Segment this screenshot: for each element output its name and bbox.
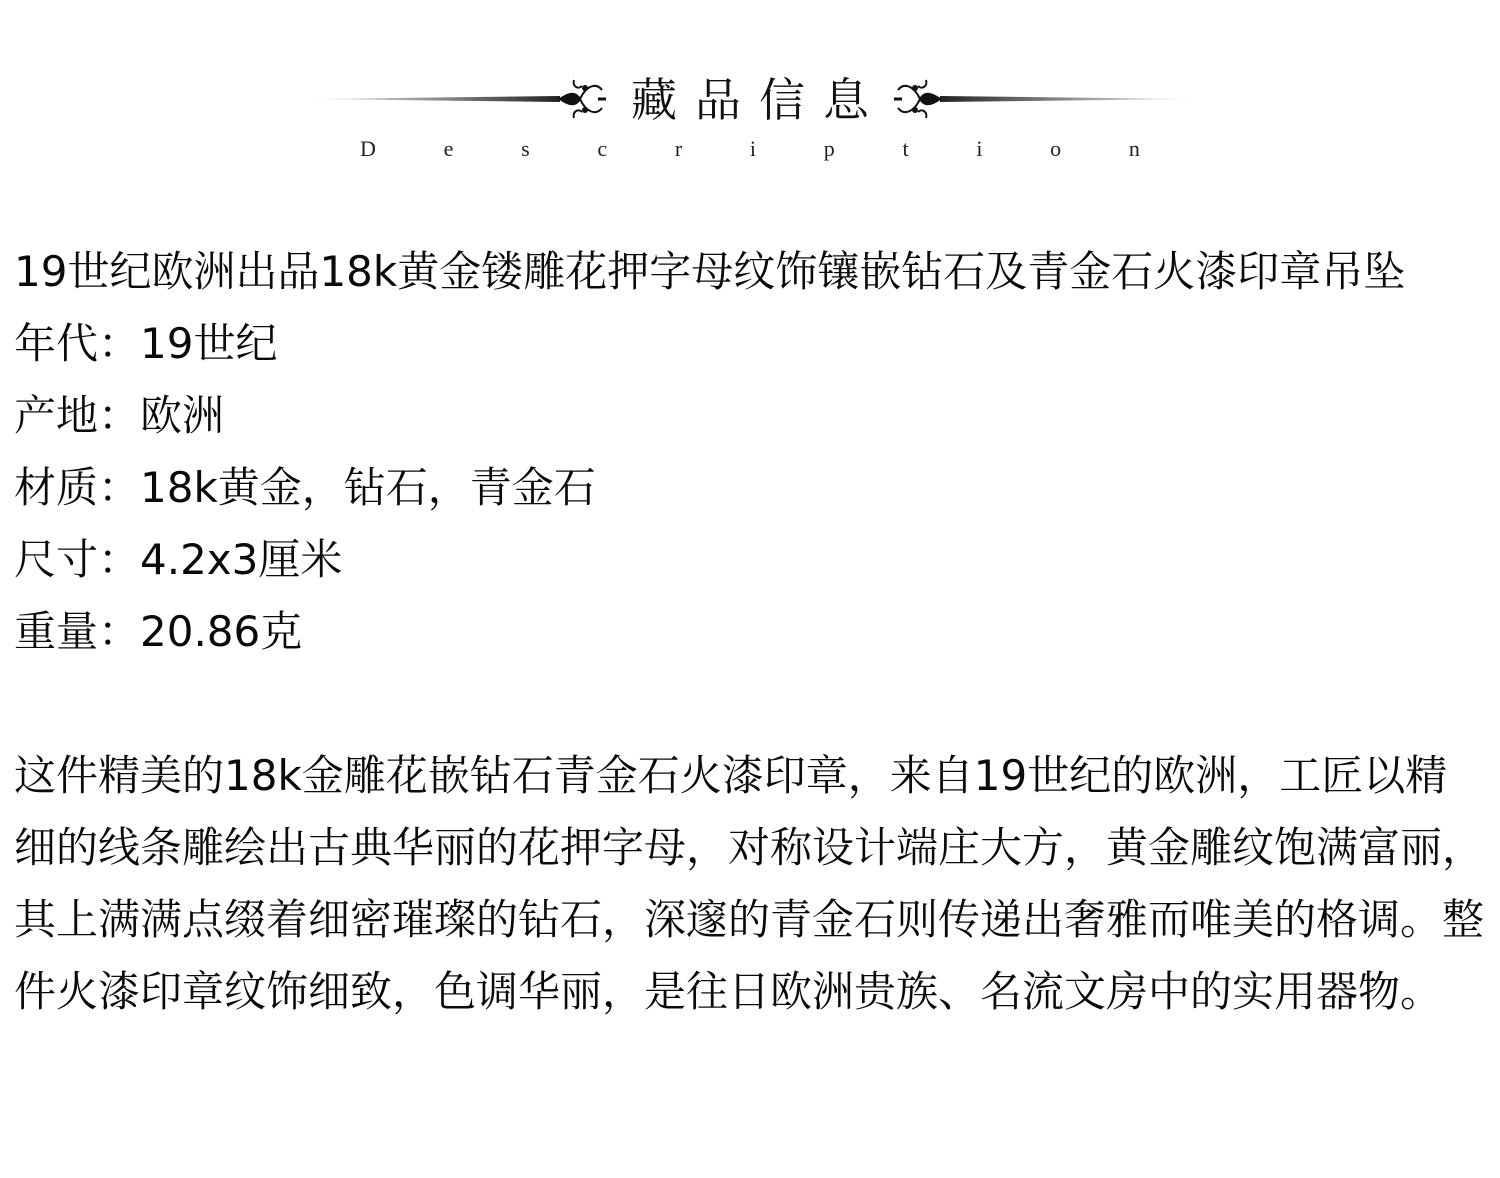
product-size: 尺寸：4.2x3厘米 — [14, 535, 343, 584]
subtitle-letter: i — [749, 136, 757, 161]
subtitle-letter: r — [674, 136, 683, 161]
product-origin: 产地：欧洲 — [14, 391, 225, 440]
section-subtitle — [360, 136, 1140, 162]
subtitle-letter: e — [443, 136, 454, 161]
section-title: 藏品信息 — [631, 73, 887, 127]
subtitle-letter: s — [521, 136, 530, 161]
product-era: 年代：19世纪 — [14, 319, 278, 368]
subtitle-letter: t — [902, 136, 909, 161]
subtitle-letter: p — [823, 136, 835, 161]
product-material: 材质：18k黄金，钻石，青金石 — [14, 463, 596, 512]
product-weight: 重量：20.86克 — [14, 607, 303, 656]
subtitle-letter: n — [1128, 136, 1140, 161]
subtitle-letter: c — [597, 136, 608, 161]
section-header — [0, 0, 1500, 190]
subtitle-letter: D — [360, 136, 376, 161]
paragraph-spacer — [14, 668, 1486, 740]
subtitle-letter: i — [976, 136, 983, 161]
subtitle-letter: o — [1050, 136, 1062, 161]
product-info — [14, 236, 1486, 1028]
product-name: 19世纪欧洲出品18k黄金镂雕花押字母纹饰镶嵌钻石及青金石火漆印章吊坠 — [14, 247, 1406, 296]
product-description: 这件精美的18k金雕花嵌钻石青金石火漆印章，来自19世纪的欧洲，工匠以精细的线条雕绘出古典华丽的花押字母，对称设计端庄大方，黄金雕纹饱满富丽，其上满满点缀着细密璀璨的钻石，深邃的青金石则传递出奢雅而唯美的格调。整件火漆印章纹饰细致，色调华丽，是往日欧洲贵族、名流文房中的实用器物。 — [14, 751, 1485, 1016]
